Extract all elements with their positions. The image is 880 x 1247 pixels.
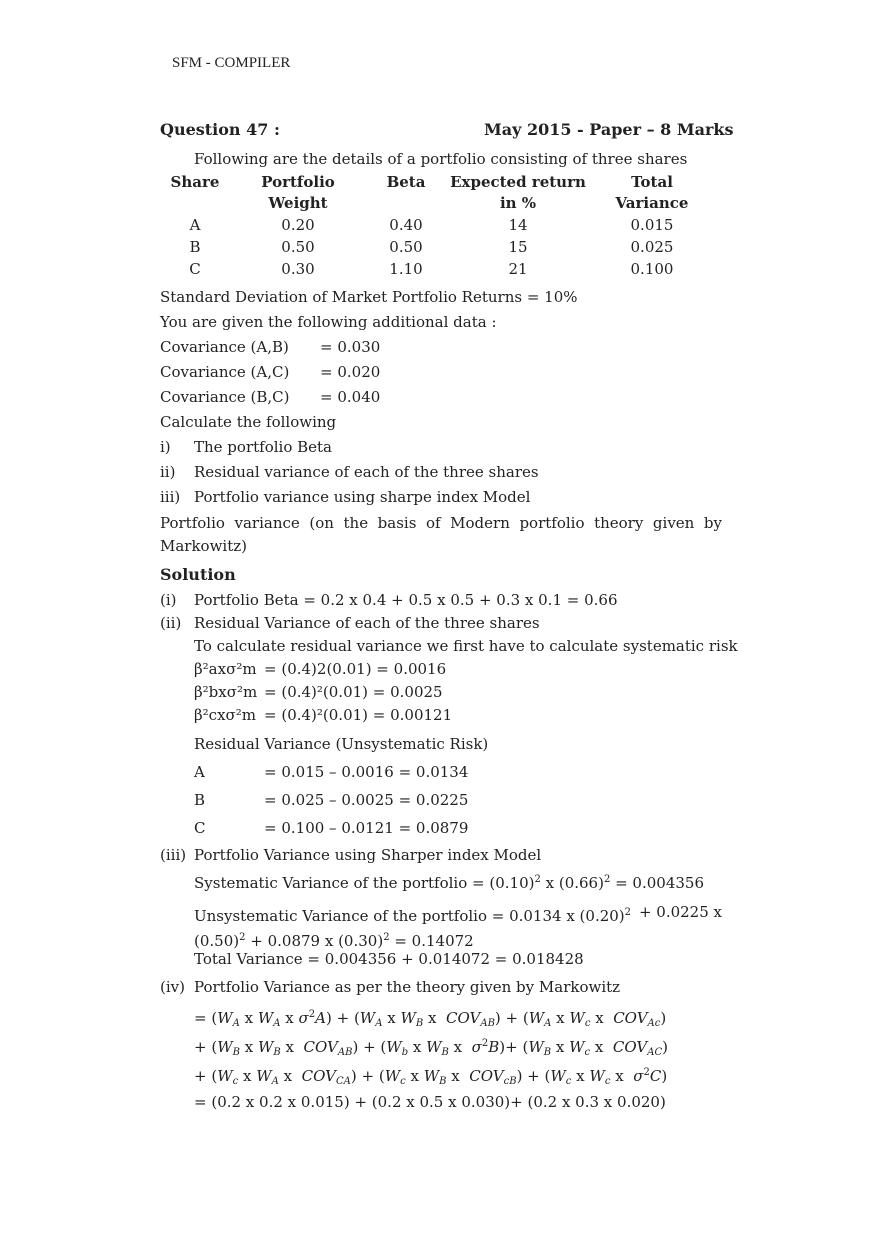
covariance-label: Covariance (A,B) [160, 338, 289, 356]
formula-value: = (0.4)²(0.01) = 0.0025 [264, 683, 443, 701]
markowitz-formula-line-3: + ($W_c$ x $W_A$ x $COV_{CA}) + (W_c$ x $W_B$ x $COV_{cB}) + (W_c$ x $W_c$ x $\sigma^2C$) [194, 1067, 668, 1087]
residual-label: C [194, 819, 206, 837]
table-cell: 0.50 [389, 238, 423, 256]
item-number: (iv) [160, 978, 185, 996]
item-text: Residual variance of each of the three shares [194, 463, 539, 481]
formula-label: β²cxσ²m [194, 706, 257, 724]
covariance-bc [160, 388, 380, 406]
col-header: Portfolio Weight [261, 173, 335, 212]
item-iv-paragraph: Portfolio variance (on the basis of Modern portfolio theory given by Markowitz) [160, 514, 722, 555]
residual-title: Residual Variance (Unsystematic Risk) [194, 735, 489, 753]
item-number: ii) [160, 463, 176, 481]
table-cell: 0.30 [281, 260, 315, 278]
table-cell: 0.50 [281, 238, 315, 256]
systematic-row-b [194, 683, 443, 701]
systematic-variance-line: Systematic Variance of the portfolio = $(0.10)^2$ x $(0.66)^2 = 0.004356$ [194, 874, 705, 892]
solution-i [160, 591, 618, 609]
table-cell: B [189, 238, 201, 256]
covariance-ab [160, 338, 380, 356]
formula-label: β²bxσ²m [194, 683, 258, 701]
table-cell: 21 [508, 260, 528, 278]
covariance-label: Covariance (B,C) [160, 388, 290, 406]
list-item [160, 463, 539, 481]
col-header: Share [170, 173, 220, 191]
table-cell: 15 [508, 238, 528, 256]
table-cell: 0.025 [630, 238, 674, 256]
item-text: Portfolio Beta = 0.2 x 0.4 + 0.5 x 0.5 + 0.3 x 0.1 = 0.66 [194, 591, 618, 609]
page-header: SFM - COMPILER [172, 55, 291, 71]
item-number: (ii) [160, 614, 182, 632]
table-row [160, 258, 714, 280]
table-row [160, 236, 714, 258]
unsystematic-variance-paragraph: Unsystematic Variance of the portfolio = 0.0134 x $(0.20)^2$ + 0.0225 x $(0.50)^2 + 0.0879$ x $(0.30)^2 = 0.14072$ [194, 903, 722, 950]
item-text: The portfolio Beta [194, 438, 332, 456]
item-text: Residual Variance of each of the three shares [194, 614, 540, 632]
markowitz-numeric-line: = (0.2 x 0.2 x 0.015) + (0.2 x 0.5 x 0.030)+ (0.2 x 0.3 x 0.020) [194, 1093, 666, 1111]
table-cell: 0.015 [630, 216, 674, 234]
item-text: Portfolio Variance using Sharper index Model [194, 846, 542, 864]
list-item [160, 438, 332, 456]
markowitz-formula-line-2: + ($W_B$ x $W_B$ x $COV_{AB}) + (W_b$ x $W_B$ x $\sigma^2B)+ (W_B$ x $W_c$ x $COV_{AC}$) [194, 1038, 668, 1058]
table-header-row [160, 172, 714, 214]
calculate-line: Calculate the following [160, 413, 337, 431]
table-cell: 0.40 [389, 216, 423, 234]
col-header: Expected return in % [450, 173, 586, 212]
unsystematic-part: + 0.0225 x [638, 903, 722, 921]
item-text: Portfolio variance using sharpe index Model [194, 488, 531, 506]
covariance-value: = 0.030 [320, 338, 381, 356]
std-dev-line: Standard Deviation of Market Portfolio Returns = 10% [160, 288, 578, 306]
solution-iii [160, 846, 541, 864]
markowitz-formula-line-1: = ($W_A$ x $W_A$ x $\sigma^2A) + (W_A$ x $W_B$ x $COV_{AB}) + (W_A$ x $W_c$ x $COV_{Ac}$) [194, 1009, 667, 1029]
formula-label: β²axσ²m [194, 660, 257, 678]
formula-value: = (0.4)²(0.01) = 0.00121 [264, 706, 453, 724]
list-item [160, 488, 530, 506]
question-meta: May 2015 - Paper – 8 Marks [484, 120, 734, 139]
intro-text: Following are the details of a portfolio consisting of three shares [194, 150, 688, 168]
table-cell: A [189, 216, 201, 234]
systematic-row-c [194, 706, 452, 724]
item-text: Portfolio Variance as per the theory given by Markowitz [194, 978, 621, 996]
shares-table [160, 172, 714, 280]
solution-title: Solution [160, 565, 236, 584]
residual-value: = 0.015 – 0.0016 = 0.0134 [264, 763, 469, 781]
table-cell: 1.10 [389, 260, 423, 278]
col-header: Beta [386, 173, 426, 191]
solution-ii [160, 614, 540, 632]
covariance-value: = 0.040 [320, 388, 381, 406]
residual-value: = 0.025 – 0.0025 = 0.0225 [264, 791, 469, 809]
residual-row-b [194, 791, 468, 809]
residual-label: B [194, 791, 206, 809]
systematic-row-a [194, 660, 446, 678]
covariance-ac [160, 363, 380, 381]
residual-row-a [194, 763, 468, 781]
item-number: (iii) [160, 846, 187, 864]
table-cell: C [189, 260, 201, 278]
covariance-label: Covariance (A,C) [160, 363, 290, 381]
table-row [160, 214, 714, 236]
question-title: Question 47 : [160, 120, 280, 139]
residual-row-c [194, 819, 468, 837]
table-cell: 0.20 [281, 216, 315, 234]
table-cell: 14 [508, 216, 528, 234]
additional-data-line: You are given the following additional data : [160, 313, 497, 331]
residual-label: A [194, 763, 205, 781]
residual-value: = 0.100 – 0.0121 = 0.0879 [264, 819, 469, 837]
item-number: iii) [160, 488, 181, 506]
covariance-value: = 0.020 [320, 363, 381, 381]
table-cell: 0.100 [630, 260, 674, 278]
systematic-risk-intro: To calculate residual variance we first have to calculate systematic risk [194, 637, 738, 655]
item-number: i) [160, 438, 171, 456]
item-number: (i) [160, 591, 177, 609]
unsystematic-part: Unsystematic Variance of the portfolio = 0.0134 x $(0.20)^2$ [194, 907, 632, 925]
total-variance-line: Total Variance = 0.004356 + 0.014072 = 0.018428 [194, 950, 584, 968]
formula-value: = (0.4)2(0.01) = 0.0016 [264, 660, 447, 678]
col-header: Total Variance [615, 173, 689, 212]
solution-iv [160, 978, 620, 996]
